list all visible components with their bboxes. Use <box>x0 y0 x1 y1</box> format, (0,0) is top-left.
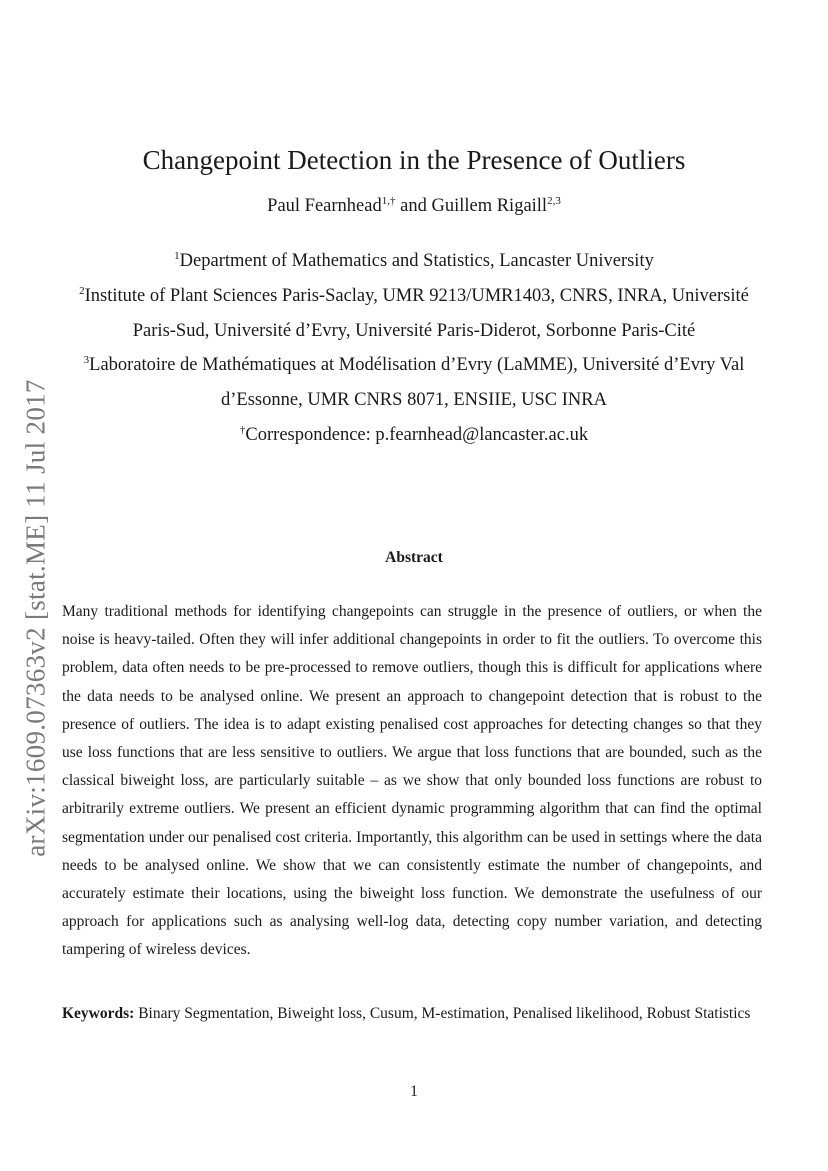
author-affiliation-mark: 1,† <box>381 194 396 207</box>
keywords-label: Keywords: <box>62 1005 135 1022</box>
author-joiner: and <box>395 196 432 216</box>
affiliation-item: $^3$Laboratoire de Mathématiques at Modélisation d’Evry (LaMME), Université d’Evry Val d’Essonne, UMR CNRS 8071, ENSIIE, USC INRA <box>83 354 745 411</box>
paper-title: Changepoint Detection in the Presence of Outliers <box>142 145 686 176</box>
abstract-heading: Abstract <box>385 549 443 566</box>
arxiv-stamp: arXiv:1609.07363v2 [stat.ME] 11 Jul 2017 <box>20 379 51 857</box>
page-number: 1 <box>410 1083 418 1100</box>
author-name: Paul Fearnhead <box>267 196 382 216</box>
author-name: Guillem Rigaill <box>431 196 548 216</box>
keywords-text: Binary Segmentation, Biweight loss, Cusum, M-estimation, Penalised likelihood, Robust Statistics <box>134 1005 751 1022</box>
author-line <box>0 196 828 217</box>
author-affiliation-mark: 2,3 <box>547 194 561 207</box>
affiliation-item: $^1$Department of Mathematics and Statistics, Lancaster University <box>174 249 654 271</box>
affiliation-item: $^2$Institute of Plant Sciences Paris-Saclay, UMR 9213/UMR1403, CNRS, INRA, Université Paris-Sud, Université d’Evry, Université Paris-Diderot, Sorbonne Paris-Cité <box>79 284 749 341</box>
abstract-body: Many traditional methods for identifying changepoints can struggle in the presence of outliers, or when the noise is heavy-tailed. Often they will infer additional changepoints in order to fit the outliers. To overcome this problem, data often needs to be pre-processed to remove outliers, though this is difficult for applications where the data needs to be analysed online. We present an approach to changepoint detection that is robust to the presence of outliers. The idea is to adapt existing penalised cost approaches for detecting changes so that they use loss functions that are less sensitive to outliers. We argue that loss functions that are bounded, such as the classical biweight loss, are particularly suitable – as we show that only bounded loss functions are robust to arbitrarily extreme outliers. We present an efficient dynamic programming algorithm that can find the optimal segmentation under our penalised cost criteria. Importantly, this algorithm can be used in settings where the data needs to be analysed online. We show that we can consistently estimate the number of changepoints, and accurately estimate their locations, using the biweight loss function. We demonstrate the usefulness of our approach for applications such as analysing well-log data, detecting copy number variation, and detecting tampering of wireless devices. <box>62 603 762 959</box>
affiliations <box>62 244 766 453</box>
affiliation-item: †Correspondence: p.fearnhead@lancaster.ac.uk <box>239 423 589 445</box>
keywords <box>62 1000 762 1028</box>
